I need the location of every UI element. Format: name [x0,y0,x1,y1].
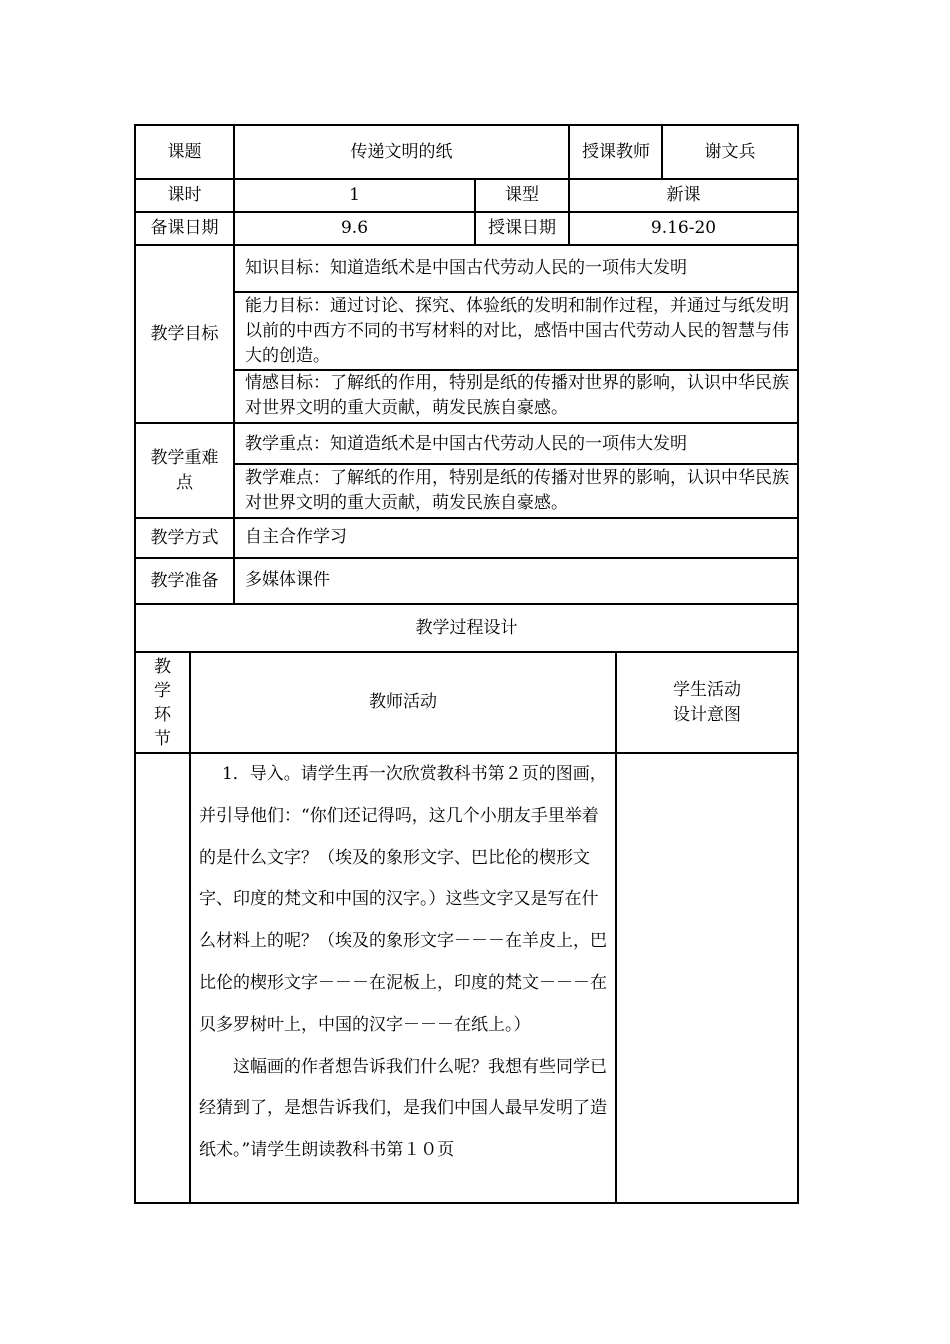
preparation-label: 教学准备 [150,570,219,591]
topic-label: 课题 [167,141,202,162]
difficult-point: 教学难点：了解纸的作用，特别是纸的传播对世界的影响，认识中华民族对世界文明的重大贡献，萌发民族自豪感。 [245,468,789,513]
knowledge-goal: 知识目标：知道造纸术是中国古代劳动人民的一项伟大发明 [245,258,687,278]
prep-date-value: 9.6 [340,218,369,238]
teach-date-value: 9.16-20 [650,218,717,238]
teach-date-label: 授课日期 [488,218,556,238]
method-label: 教学方式 [150,527,219,548]
student-activity-header [617,653,797,752]
type-value: 新课 [666,185,701,205]
hours-value: 1 [349,185,360,205]
prep-date-label: 备课日期 [150,218,219,238]
key-point: 教学重点：知道造纸术是中国古代劳动人民的一项伟大发明 [245,434,687,454]
stage-column-header [136,653,189,752]
stage-column-header-text: 教学环节 [154,656,171,749]
type-label: 课型 [505,185,539,205]
teacher-activity-body [199,754,609,1202]
activity-paragraph-2: 这幅画的作者想告诉我们什么呢？我想有些同学已经猜到了，是想告诉我们，是我们中国人最早发明了造纸术。”请学生朗读教科书第１０页 [199,1056,607,1161]
emotion-goal: 情感目标：了解纸的作用，特别是纸的传播对世界的影响，认识中华民族对世界文明的重大贡献，萌发民族自豪感。 [245,373,789,418]
method-value: 自主合作学习 [245,527,347,547]
rule [568,124,570,179]
goals-label: 教学目标 [150,323,219,344]
ability-goal: 能力目标：通过讨论、探究、体验纸的发明和制作过程，并通过与纸发明以前的中西方不同的书写材料的对比，感悟中国古代劳动人民的智慧与伟大的创造。 [245,296,789,366]
preparation-value: 多媒体课件 [245,570,330,590]
hours-label: 课时 [167,185,202,205]
key-points-label [136,424,233,517]
teacher-value: 谢文兵 [704,141,756,162]
process-title: 教学过程设计 [415,617,518,638]
activity-paragraph-1: 1．导入。请学生再一次欣赏教科书第２页的图画，并引导他们：“你们还记得吗，这几个小朋友手里举着的是什么文字？（埃及的象形文字、巴比伦的楔形文字、印度的梵文和中国的汉字。）这些文字又是写在什么材料上的呢？（埃及的象形文字－－－在羊皮上，巴比伦的楔形文字－－－在泥板上，印度的梵文－－－在贝多罗树叶上，中国的汉字－－－在纸上。） [199,764,607,1035]
teacher-activity-header: 教师活动 [369,692,437,712]
student-activity-header-line1: 学生活动 [673,679,741,700]
design-intent-header-line2: 设计意图 [673,704,741,725]
teacher-label: 授课教师 [582,141,650,162]
key-points-label-text: 教学重难点 [150,447,219,493]
topic-value: 传递文明的纸 [350,141,453,162]
